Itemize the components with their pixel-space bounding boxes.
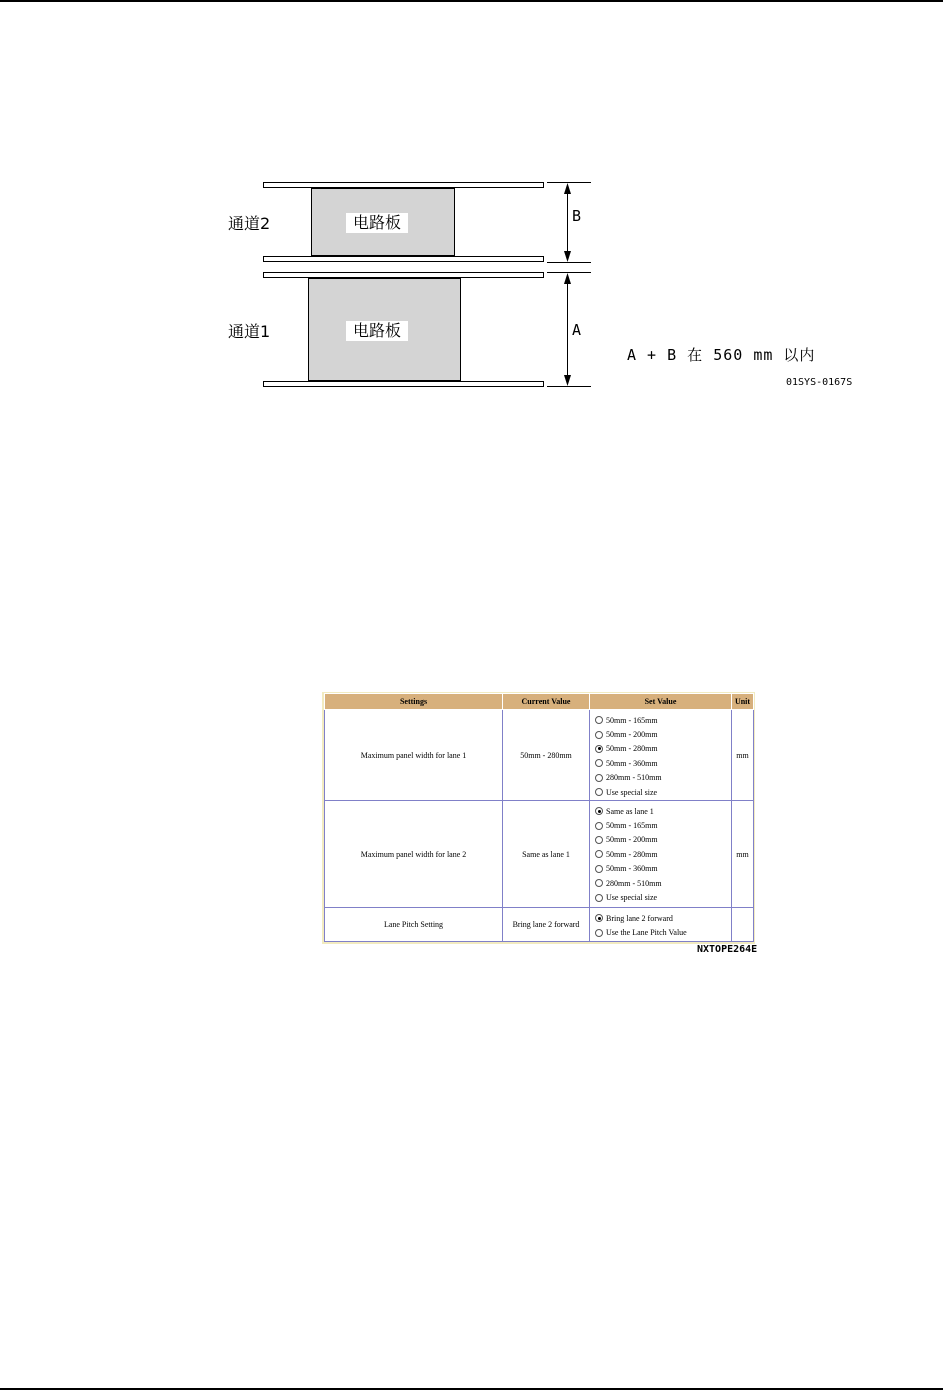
radio-button-icon[interactable] — [595, 836, 603, 844]
radio-button-icon[interactable] — [595, 807, 603, 815]
radio-option[interactable] — [595, 713, 731, 727]
radio-option-label: Use the Lane Pitch Value — [606, 928, 687, 938]
header-settings: Settings — [325, 694, 503, 710]
radio-button-icon[interactable] — [595, 914, 603, 922]
lane2-board-label: 电路板 — [346, 213, 408, 233]
radio-option-label: Use special size — [606, 893, 658, 903]
dim-b-arrow-up — [564, 183, 571, 194]
radio-option[interactable] — [595, 833, 731, 847]
radio-option[interactable] — [595, 890, 731, 904]
unit: mm — [732, 801, 754, 908]
radio-option-label: 280mm - 510mm — [606, 773, 662, 783]
radio-option[interactable] — [595, 876, 731, 890]
radio-option-label: 50mm - 200mm — [606, 730, 658, 740]
set-value-options — [590, 801, 732, 908]
dim-b-label: B — [572, 207, 582, 225]
dual-lane-diagram — [0, 0, 943, 420]
radio-option-label: 50mm - 165mm — [606, 715, 658, 725]
table-row — [325, 908, 754, 942]
radio-option-label: Same as lane 1 — [606, 806, 654, 816]
radio-option[interactable] — [595, 727, 731, 741]
unit — [732, 908, 754, 942]
header-set-value: Set Value — [590, 694, 732, 710]
set-value-options — [590, 710, 732, 801]
size-limit-note: A + B 在 560 mm 以内 — [627, 346, 816, 364]
dim-a-arrow-up — [564, 273, 571, 284]
radio-button-icon[interactable] — [595, 716, 603, 724]
table-header-row — [325, 694, 754, 710]
settings-table — [324, 693, 754, 942]
radio-button-icon[interactable] — [595, 788, 603, 796]
radio-button-icon[interactable] — [595, 879, 603, 887]
setting-name: Maximum panel width for lane 2 — [325, 801, 503, 908]
dim-a-arrow-down — [564, 375, 571, 386]
radio-button-icon[interactable] — [595, 865, 603, 873]
radio-option[interactable] — [595, 742, 731, 756]
radio-button-icon[interactable] — [595, 745, 603, 753]
lane-settings-screenshot — [322, 692, 755, 944]
radio-option[interactable] — [595, 785, 731, 799]
radio-button-icon[interactable] — [595, 822, 603, 830]
radio-option[interactable] — [595, 818, 731, 832]
current-value: Same as lane 1 — [503, 801, 590, 908]
radio-button-icon[interactable] — [595, 731, 603, 739]
radio-option[interactable] — [595, 925, 731, 939]
lane1-board-label: 电路板 — [346, 321, 408, 341]
radio-option-label: 280mm - 510mm — [606, 878, 662, 888]
figure2-code: NXTOPE264E — [697, 944, 758, 955]
header-unit: Unit — [732, 694, 754, 710]
header-current-value: Current Value — [503, 694, 590, 710]
setting-name: Lane Pitch Setting — [325, 908, 503, 942]
radio-button-icon[interactable] — [595, 894, 603, 902]
radio-option[interactable] — [595, 862, 731, 876]
radio-button-icon[interactable] — [595, 850, 603, 858]
dim-a-label: A — [572, 321, 582, 339]
radio-option[interactable] — [595, 911, 731, 925]
radio-option-label: 50mm - 360mm — [606, 864, 658, 874]
radio-option-label: 50mm - 280mm — [606, 744, 658, 754]
radio-option-label: 50mm - 360mm — [606, 758, 658, 768]
lane2-label: 通道2 — [228, 214, 271, 233]
radio-option[interactable] — [595, 847, 731, 861]
radio-option[interactable] — [595, 804, 731, 818]
figure1-code: 01SYS-0167S — [786, 377, 853, 388]
radio-option-label: Bring lane 2 forward — [606, 913, 673, 923]
radio-option-label: 50mm - 200mm — [606, 835, 658, 845]
unit: mm — [732, 710, 754, 801]
radio-option-label: 50mm - 280mm — [606, 849, 658, 859]
current-value: Bring lane 2 forward — [503, 908, 590, 942]
radio-option[interactable] — [595, 771, 731, 785]
bottom-rule — [0, 1388, 943, 1390]
radio-button-icon[interactable] — [595, 774, 603, 782]
radio-option-label: 50mm - 165mm — [606, 821, 658, 831]
lane1-label: 通道1 — [228, 322, 271, 341]
radio-option[interactable] — [595, 756, 731, 770]
radio-button-icon[interactable] — [595, 759, 603, 767]
radio-button-icon[interactable] — [595, 929, 603, 937]
radio-option-label: Use special size — [606, 787, 658, 797]
set-value-options — [590, 908, 732, 942]
table-row — [325, 710, 754, 801]
table-row — [325, 801, 754, 908]
current-value: 50mm - 280mm — [503, 710, 590, 801]
dim-b-arrow-down — [564, 251, 571, 262]
setting-name: Maximum panel width for lane 1 — [325, 710, 503, 801]
